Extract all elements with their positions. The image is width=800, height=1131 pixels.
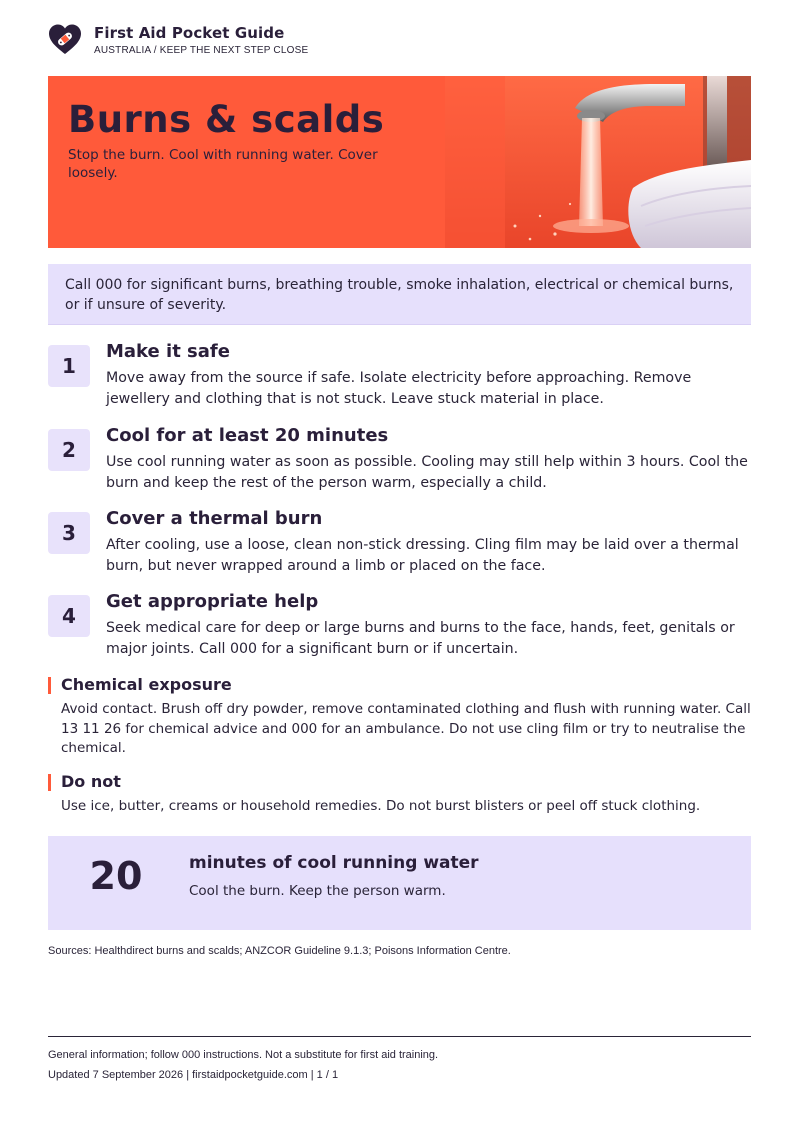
page-title: Burns & scalds	[68, 98, 385, 141]
accent-bar	[48, 774, 51, 791]
accent-bar	[48, 677, 51, 694]
step-body: Seek medical care for deep or large burns and burns to the face, hands, feet, genitals or major joints. Call 000 for a significant burn or if uncertain.	[106, 620, 735, 657]
heart-bandage-icon	[48, 23, 82, 57]
section-body: Use ice, butter, creams or household remedies. Do not burst blisters or peel off stuck clothing.	[61, 798, 701, 814]
step-body: Use cool running water as soon as possible. Cooling may still help within 3 hours. Cool the burn and keep the rest of the person warm, especially a child.	[106, 454, 748, 491]
callout-subtitle: Cool the burn. Keep the person warm.	[189, 883, 446, 899]
footer-disclaimer: General information; follow 000 instructions. Not a substitute for first aid training.	[48, 1049, 439, 1061]
brand-header	[48, 23, 308, 57]
hero-banner	[48, 76, 751, 248]
emergency-alert: Call 000 for significant burns, breathing trouble, smoke inhalation, electrical or chemical burns, or if unsure of severity.	[48, 264, 751, 325]
footer-meta: Updated 7 September 2026 | firstaidpocketguide.com | 1 / 1	[48, 1069, 339, 1081]
brand-tagline: AUSTRALIA / KEEP THE NEXT STEP CLOSE	[94, 45, 309, 56]
step-title: Cover a thermal burn	[106, 508, 323, 529]
section-heading: Do not	[61, 772, 121, 791]
sources-note: Sources: Healthdirect burns and scalds; ANZCOR Guideline 9.1.3; Poisons Information Centre.	[48, 945, 511, 957]
section-heading: Chemical exposure	[61, 675, 232, 694]
callout-title: minutes of cool running water	[189, 853, 479, 873]
cooling-callout	[48, 836, 751, 930]
running-tap-towel-photo	[445, 76, 751, 248]
footer-divider	[48, 1036, 751, 1037]
hero-subtitle: Stop the burn. Cool with running water. Cover loosely.	[68, 147, 378, 181]
step-body: Move away from the source if safe. Isolate electricity before approaching. Remove jewellery and clothing that is not stuck. Leave stuck material in place.	[106, 370, 692, 407]
brand-title: First Aid Pocket Guide	[94, 24, 285, 42]
step-number: 3	[48, 512, 90, 554]
step-title: Get appropriate help	[106, 591, 319, 612]
section-body: Avoid contact. Brush off dry powder, remove contaminated clothing and flush with running water. Call 13 11 26 for chemical advice and 000 for an ambulance. Do not use cling film or try to neutralise the chemical.	[61, 701, 751, 756]
step-body: After cooling, use a loose, clean non-stick dressing. Cling film may be laid over a thermal burn, but never wrapped around a limb or placed on the face.	[106, 537, 739, 574]
step-number: 4	[48, 595, 90, 637]
callout-number: 20	[89, 854, 143, 898]
step-number: 1	[48, 345, 90, 387]
step-title: Cool for at least 20 minutes	[106, 425, 389, 446]
step-title: Make it safe	[106, 341, 230, 362]
step-number: 2	[48, 429, 90, 471]
